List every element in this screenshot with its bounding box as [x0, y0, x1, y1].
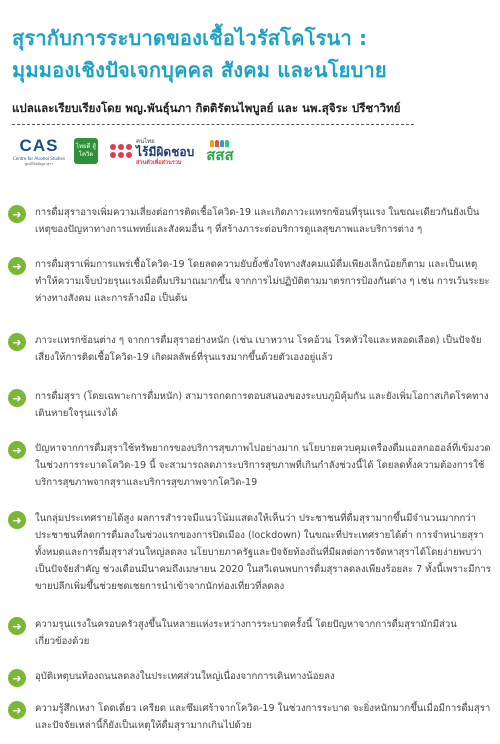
title-line-1: สุรากับการระบาดของเชื้อไวรัสโคโรนา :	[12, 26, 368, 50]
list-item	[8, 616, 492, 650]
rain-campaign-logo	[110, 136, 194, 167]
arrow-right-circle-icon: ➜	[8, 441, 26, 459]
list-item-text: ความรู้สึกเหงา โดดเดี่ยว เครียด และซึมเศร้าจากโควิด-19 ในช่วงการระบาด จะยิ่งหนักมากขึ้นเมื่อมีการดื่มสุรา และปัจจัยเหล่านี้ก็ยังเป็นเหตุให้ดื่มสุรามากเกินไปด้วย	[35, 703, 491, 731]
arrow-right-circle-icon: ➜	[8, 333, 26, 351]
cas-logo-thai: ศูนย์วิจัยปัญหาสุรา	[24, 161, 54, 166]
list-item-text: ภาวะแทรกซ้อนต่าง ๆ จากการดื่มสุราอย่างหนัก (เช่น เบาหวาน โรคอ้วน โรคหัวใจและหลอดเลือด) เป็นปัจจัยเสี่ยงให้การติดเชื้อโควิด-19 เกิดผลลัพธ์ที่รุนแรงมากขึ้นด้วยตัวเองอยู่แล้ว	[35, 335, 482, 363]
list-item	[8, 440, 492, 491]
list-item	[8, 204, 492, 238]
rain-logo-top: คนไทย	[136, 137, 155, 145]
arrow-right-circle-icon: ➜	[8, 701, 26, 719]
list-item	[8, 510, 492, 595]
dots-icon	[110, 144, 132, 158]
list-item-text: การดื่มสุราอาจเพิ่มความเสี่ยงต่อการติดเชื้อโควิด-19 และเกิดภาวะแทรกซ้อนที่รุนแรง ในขณะเดียวกันยังเป็นเหตุของปัญหาทางการแพทย์และสังคมอื่น ๆ ที่สร้างภาระต่อบริการดูแลสุขภาพและบริการต่าง ๆ	[35, 207, 480, 235]
arrow-right-circle-icon: ➜	[8, 257, 26, 275]
list-item	[8, 256, 492, 307]
arrow-right-circle-icon: ➜	[8, 617, 26, 635]
byline: แปลและเรียบเรียงโดย พญ.พันธุ์นภา กิตติรัตนไพบูลย์ และ นพ.สุจิระ ปรีชาวิทย์	[12, 101, 401, 115]
list-item	[8, 332, 492, 366]
list-item	[8, 668, 492, 687]
list-item-text: ปัญหาจากการดื่มสุราใช้ทรัพยากรของบริการสุขภาพไปอย่างมาก นโยบายควบคุมเครื่องดื่มแอลกอฮอล์ที่เข้มงวดในช่วงการระบาดโควิด-19 นี้ จะสามารถลดภาระบริการสุขภาพที่เกินกำลังช่วงนี้ได้ โดยลดทั้งความต้องการใช้บริการสุขภาพจากสุราและบริการสุขภาพจากโควิด-19	[35, 443, 491, 488]
title-line-2: มุมมองเชิงปัจเจกบุคคล สังคม และนโยบาย	[12, 58, 387, 82]
cas-logo	[12, 135, 66, 167]
arrow-right-circle-icon: ➜	[8, 669, 26, 687]
infographic-page	[0, 22, 500, 744]
list-item-text: ความรุนแรงในครอบครัวสูงขึ้นในหลายแห่งระหว่างการระบาดครั้งนี้ โดยปัญหาจากการดื่มสุรามักมีส่วนเกี่ยวข้องด้วย	[35, 619, 457, 647]
list-item-text: ในกลุ่มประเทศรายได้สูง ผลการสำรวจมีแนวโน้มแสดงให้เห็นว่า ประชาชนที่ดื่มสุรามากขึ้นมีจำนวนมากกว่าประชาชนที่ลดการดื่มลงในช่วงแรกของการปิดเมือง (lockdown) ในขณะที่ประเทศรายได้ต่ำ การจำหน่ายสุราทั้งหมดและการดื่มสุราส่วนใหญ่ลดลง นโยบายภาครัฐและปัจจัยท้องถิ่นที่มีผลต่อการจัดหาสุราได้โดยง่ายพบว่าเป็นปัจจัยสำคัญ ช่วงเดือนมีนาคมถึงเมษายน 2020 ในสวีเดนพบการดื่มสุราลดลงเพียงร้อยละ 7 ทั้งนี้เพราะมีการขายปลีกเพิ่มขึ้นช่วยชดเชยการนำเข้าจากนักท่องเที่ยวที่ลดลง	[35, 513, 491, 592]
list-item	[8, 388, 492, 422]
list-item-text: อุบัติเหตุบนท้องถนนลดลงในประเทศส่วนใหญ่เนื่องจากการเดินทางน้อยลง	[35, 671, 335, 682]
rain-logo-main: ไร้มีผิดชอบ	[136, 144, 195, 159]
thai-fight-covid-logo: ไทยดี สู้โควิด	[74, 138, 98, 164]
list-item-text: การดื่มสุราเพิ่มการแพร่เชื้อโควิด-19 โดยลดความยับยั้งชั่งใจทางสังคมแม้ดื่มเพียงเล็กน้อยก็ตาม และเป็นเหตุทำให้ความเจ็บป่วยรุนแรงเมื่อดื่มปริมาณมากขึ้น จากการไม่ปฏิบัติตามมาตรการป้องกันต่าง ๆ เช่น การเว้นระยะห่างทางสังคม และการล้างมือ เป็นต้น	[35, 259, 490, 304]
list-item	[8, 700, 492, 734]
list-item-text: การดื่มสุรา (โดยเฉพาะการดื่มหนัก) สามารถกดการตอบสนองของระบบภูมิคุ้มกัน และยังเพิ่มโอกาสเกิดโรคทางเดินหายใจรุนแรงได้	[35, 391, 489, 419]
page-title	[12, 22, 490, 86]
rain-logo-sub: ส่วนตัวเพื่อส่วนรวม	[136, 159, 182, 166]
dashed-divider	[12, 124, 414, 125]
logo-strip	[12, 131, 490, 171]
arrow-right-circle-icon: ➜	[8, 205, 26, 223]
cas-logo-subtitle: Centre for Alcohol Studies	[12, 155, 66, 161]
arrow-right-circle-icon: ➜	[8, 511, 26, 529]
cas-logo-mark: CAS	[19, 135, 59, 155]
thaihealth-logo	[206, 139, 233, 163]
arrow-right-circle-icon: ➜	[8, 389, 26, 407]
thaihealth-logo-text: สสส	[206, 146, 234, 164]
